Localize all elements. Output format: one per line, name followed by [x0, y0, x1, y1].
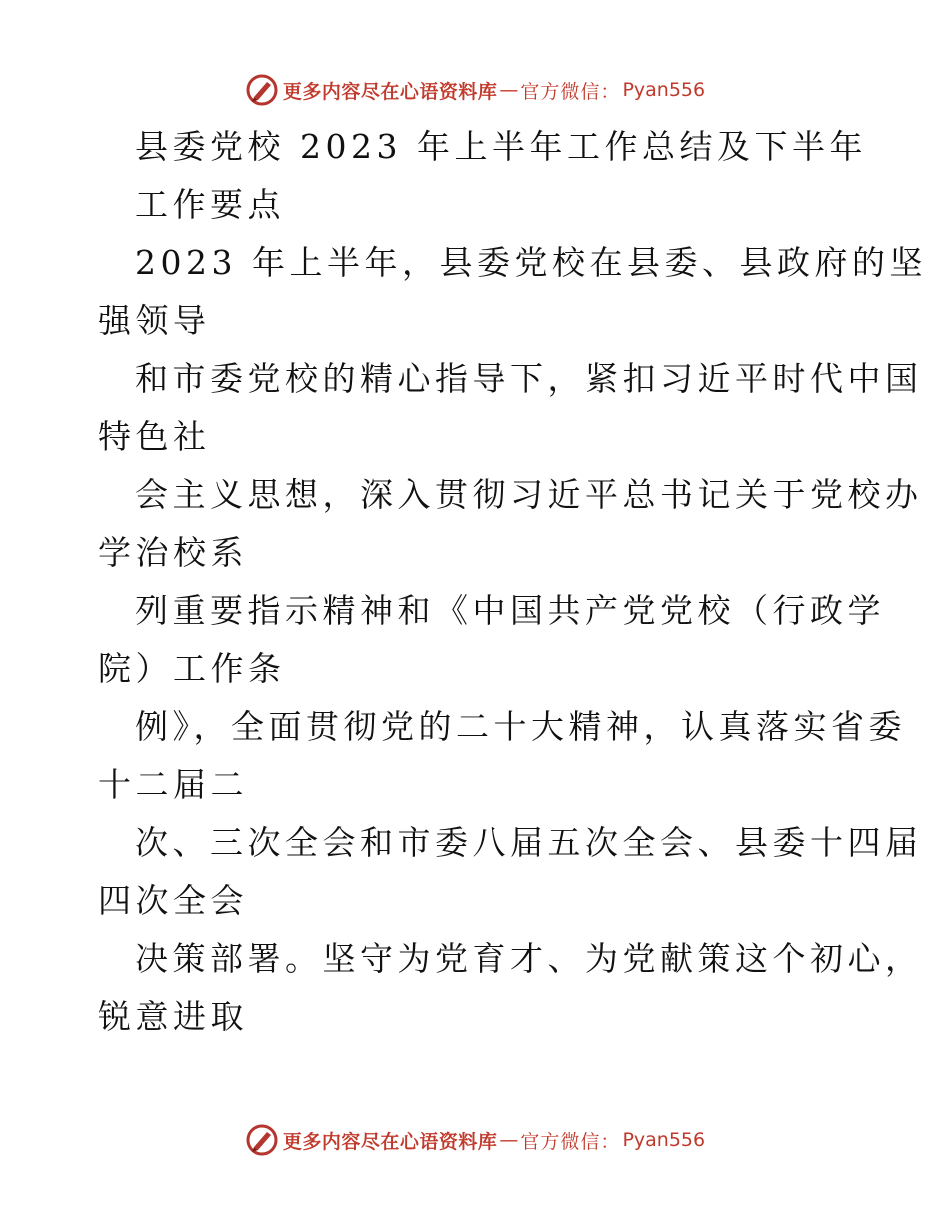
paragraph-line: 会主义思想，深入贯彻习近平总书记关于党校办: [135, 475, 923, 514]
watermark-main-text: 更多内容尽在心语资料库: [282, 80, 498, 103]
document-title-line-2: 工作要点: [135, 185, 285, 224]
paragraph-line: 锐意进取: [98, 997, 248, 1036]
paragraph-line: 和市委党校的精心指导下，紧扣习近平时代中国: [135, 359, 923, 398]
watermark-wechat-label: 官方微信：: [520, 80, 621, 103]
paragraph-line: 学治校系: [98, 533, 248, 572]
watermark-main-text: 更多内容尽在心语资料库: [282, 1130, 498, 1153]
paragraph-line: 次、三次全会和市委八届五次全会、县委十四届: [135, 823, 923, 862]
paragraph-line: 例》，全面贯彻党的二十大精神，认真落实省委: [135, 707, 906, 746]
paragraph-line: 决策部署。坚守为党育才、为党献策这个初心，: [135, 939, 923, 978]
paragraph-line: 十二届二: [98, 765, 248, 804]
document-title-line-1: 县委党校 2023 年上半年工作总结及下半年: [135, 127, 867, 166]
watermark-dash: —: [499, 79, 519, 101]
paragraph-line: 2023 年上半年，县委党校在县委、县政府的坚: [135, 243, 927, 282]
paragraph-line: 院）工作条: [98, 649, 286, 688]
watermark-wechat-id: Pyan556: [622, 79, 706, 101]
watermark-wechat-label: 官方微信：: [520, 1130, 621, 1153]
header-watermark: [0, 70, 950, 110]
paragraph-line: 四次全会: [98, 881, 248, 920]
paragraph-line: 特色社: [98, 417, 211, 456]
pen-logo-icon: [245, 73, 279, 107]
watermark-dash: —: [499, 1129, 519, 1151]
paragraph-line: 强领导: [98, 301, 211, 340]
watermark-wechat-id: Pyan556: [622, 1129, 706, 1151]
paragraph-line: 列重要指示精神和《中国共产党党校（行政学: [135, 591, 885, 630]
footer-watermark: [0, 1120, 950, 1160]
pen-logo-icon: [245, 1123, 279, 1157]
